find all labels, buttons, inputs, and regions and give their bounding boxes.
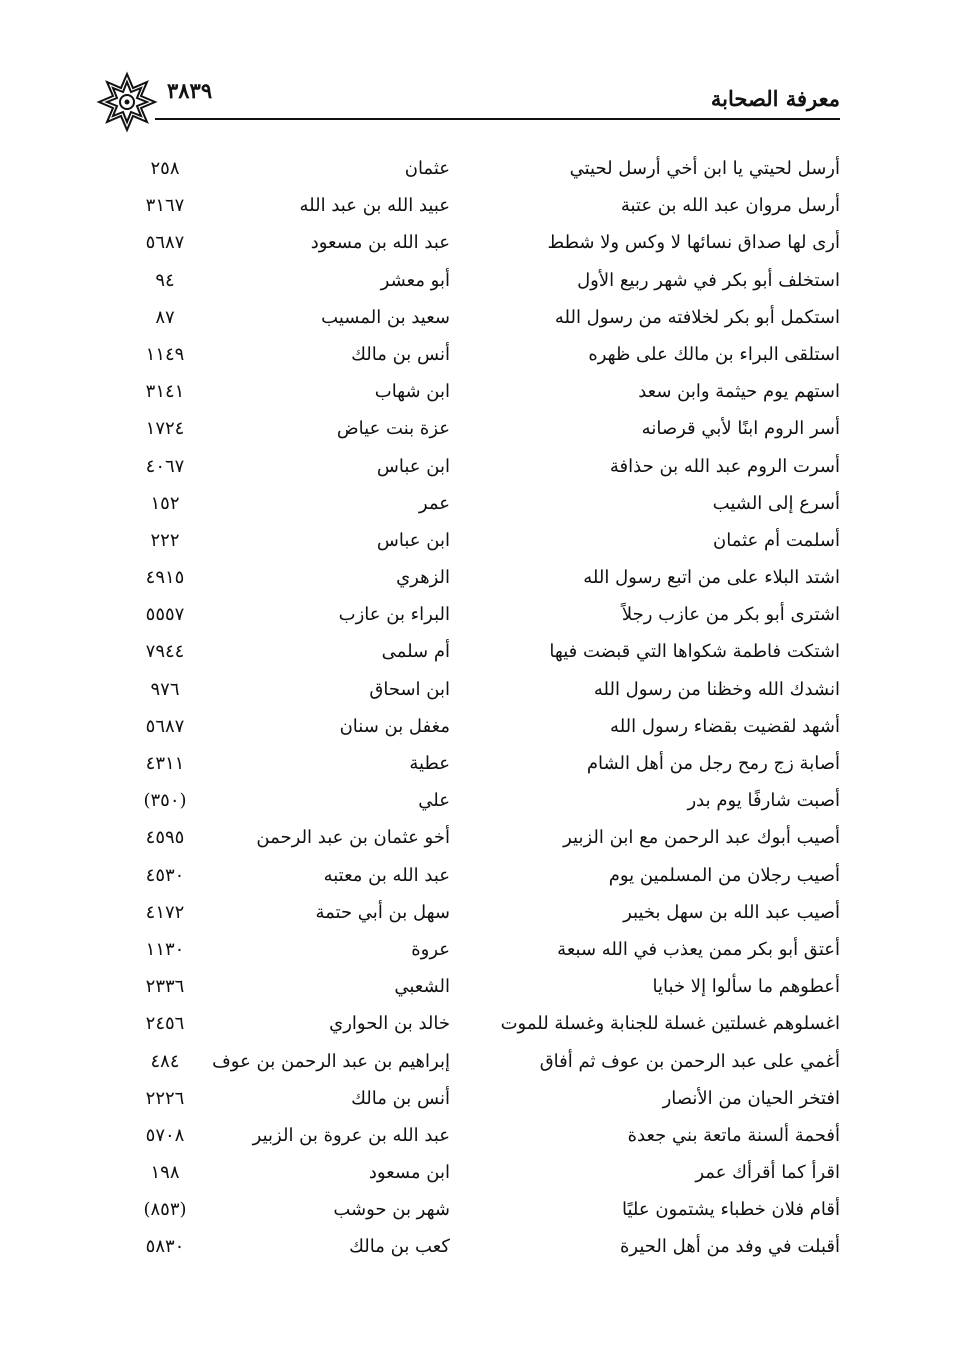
hadith-number: ٥٧٠٨ <box>145 1124 185 1146</box>
hadith-phrase: أشهد لقضيت بقضاء رسول الله <box>610 715 840 737</box>
hadith-number: ٤٨٤ <box>150 1050 180 1072</box>
index-row <box>120 448 840 485</box>
narrator-name: الشعبي <box>394 976 450 998</box>
hadith-phrase: اشترى أبو بكر من عازب رجلاً <box>621 604 840 626</box>
index-row <box>120 559 840 596</box>
narrator-name: سعيد بن المسيب <box>321 306 450 328</box>
hadith-phrase: اشتد البلاء على من اتبع رسول الله <box>583 567 840 589</box>
narrator-name: مغفل بن سنان <box>339 715 450 737</box>
hadith-number: ٤٠٦٧ <box>145 455 185 477</box>
hadith-number: ٤١٧٢ <box>145 901 185 923</box>
narrator-name: عبد الله بن عروة بن الزبير <box>252 1124 450 1146</box>
index-row <box>120 224 840 261</box>
page-title: معرفة الصحابة <box>710 86 840 111</box>
hadith-number: ٥٨٣٠ <box>145 1236 185 1258</box>
hadith-number: ٤٩١٥ <box>145 567 185 589</box>
hadith-phrase: افتخر الحيان من الأنصار <box>662 1087 840 1109</box>
hadith-number: ١١٣٠ <box>145 938 185 960</box>
narrator-name: أخو عثمان بن عبد الرحمن <box>256 827 450 849</box>
narrator-name: أبو معشر <box>380 269 450 291</box>
hadith-number: ٤٥٣٠ <box>145 864 185 886</box>
hadith-phrase: اقرأ كما أقرأك عمر <box>695 1162 840 1184</box>
index-row <box>120 410 840 447</box>
narrator-name: عبد الله بن معتبه <box>323 864 450 886</box>
hadith-phrase: أسرت الروم عبد الله بن حذافة <box>609 455 840 477</box>
index-row <box>120 708 840 745</box>
hadith-number: ٢٢٢٦ <box>145 1087 185 1109</box>
narrator-name: كعب بن مالك <box>349 1236 450 1258</box>
index-row <box>120 1005 840 1042</box>
hadith-number: ٩٧٦ <box>150 678 180 700</box>
narrator-name: علي <box>418 790 450 812</box>
hadith-phrase: أسر الروم ابنًا لأبي قرصانه <box>641 418 840 440</box>
narrator-name: عبد الله بن مسعود <box>310 232 450 254</box>
index-row <box>120 894 840 931</box>
narrator-name: الزهري <box>396 567 450 589</box>
hadith-number: ٧٩٤٤ <box>145 641 185 663</box>
narrator-name: البراء بن عازب <box>338 604 450 626</box>
hadith-number: (٣٥٠) <box>143 790 187 812</box>
index-row <box>120 857 840 894</box>
index-row <box>120 931 840 968</box>
index-table <box>120 150 840 1266</box>
index-row <box>120 819 840 856</box>
index-row <box>120 671 840 708</box>
hadith-number: ٣١٦٧ <box>145 195 185 217</box>
narrator-name: عثمان <box>404 158 450 179</box>
index-row <box>120 1080 840 1117</box>
hadith-number: ٨٧ <box>155 306 175 328</box>
hadith-phrase: أصبت شارفًا يوم بدر <box>687 790 840 812</box>
header-divider <box>155 118 840 120</box>
index-row <box>120 373 840 410</box>
index-row <box>120 968 840 1005</box>
hadith-number: (٨٥٣) <box>143 1199 187 1221</box>
hadith-phrase: أسرع إلى الشيب <box>712 492 840 514</box>
index-row <box>120 1228 840 1265</box>
index-row <box>120 633 840 670</box>
index-row <box>120 1043 840 1080</box>
narrator-name: عروة <box>411 938 450 960</box>
narrator-name: ابن عباس <box>376 529 450 551</box>
hadith-phrase: أرسل مروان عبد الله بن عتبة <box>620 195 840 217</box>
index-row <box>120 745 840 782</box>
hadith-phrase: أرسل لحيتي يا ابن أخي أرسل لحيتي <box>569 158 840 179</box>
hadith-number: ٢٢٢ <box>150 529 180 551</box>
hadith-number: ٤٥٩٥ <box>145 827 185 849</box>
hadith-number: ٢٤٥٦ <box>145 1013 185 1035</box>
index-row <box>120 782 840 819</box>
hadith-phrase: اغسلوهم غسلتين غسلة للجنابة وغسلة للموت <box>500 1013 840 1035</box>
page-header <box>95 72 840 120</box>
index-row <box>120 1154 840 1191</box>
hadith-phrase: استلقى البراء بن مالك على ظهره <box>588 343 840 365</box>
hadith-phrase: أعتق أبو بكر ممن يعذب في الله سبعة <box>557 938 840 960</box>
hadith-phrase: أفحمة ألسنة ماتعة بني جعدة <box>627 1124 840 1146</box>
index-row <box>120 336 840 373</box>
narrator-name: خالد بن الحواري <box>329 1013 450 1035</box>
hadith-phrase: أرى لها صداق نسائها لا وكس ولا شطط <box>547 232 840 254</box>
narrator-name: إبراهيم بن عبد الرحمن بن عوف <box>212 1050 450 1072</box>
hadith-phrase: اشتكت فاطمة شكواها التي قبضت فيها <box>549 641 840 663</box>
narrator-name: عطية <box>409 753 450 774</box>
narrator-name: أم سلمى <box>381 641 450 663</box>
star-ornament-icon <box>95 70 159 134</box>
hadith-number: ٥٦٨٧ <box>145 715 185 737</box>
hadith-phrase: استهم يوم حيثمة وابن سعد <box>638 381 840 403</box>
narrator-name: أنس بن مالك <box>351 1087 450 1109</box>
hadith-phrase: أقام فلان خطباء يشتمون عليًا <box>622 1199 840 1221</box>
hadith-number: ٥٥٥٧ <box>145 604 185 626</box>
hadith-number: ٥٦٨٧ <box>145 232 185 254</box>
narrator-name: أنس بن مالك <box>351 343 450 365</box>
hadith-number: ١١٤٩ <box>145 343 185 365</box>
index-row <box>120 596 840 633</box>
hadith-number: ٢٥٨ <box>150 158 180 179</box>
narrator-name: ابن مسعود <box>368 1162 450 1184</box>
narrator-name: ابن اسحاق <box>369 678 450 700</box>
hadith-number: ١٩٨ <box>150 1162 180 1184</box>
hadith-phrase: أصيب رجلان من المسلمين يوم <box>608 864 840 886</box>
index-row <box>120 150 840 187</box>
hadith-number: ٩٤ <box>155 269 175 291</box>
hadith-phrase: أسلمت أم عثمان <box>713 529 840 551</box>
index-row <box>120 1191 840 1228</box>
narrator-name: عمر <box>418 492 450 514</box>
hadith-phrase: استكمل أبو بكر لخلافته من رسول الله <box>554 306 840 328</box>
index-row <box>120 262 840 299</box>
index-row <box>120 187 840 224</box>
hadith-number: ١٥٢ <box>150 492 180 514</box>
index-row <box>120 485 840 522</box>
narrator-name: شهر بن حوشب <box>333 1199 450 1221</box>
hadith-number: ١٧٢٤ <box>145 418 185 440</box>
narrator-name: سهل بن أبي حتمة <box>315 901 450 923</box>
narrator-name: ابن عباس <box>376 455 450 477</box>
hadith-number: ٢٣٣٦ <box>145 976 185 998</box>
narrator-name: عزة بنت عياض <box>336 418 450 440</box>
hadith-phrase: انشدك الله وخظنا من رسول الله <box>593 678 840 700</box>
index-row <box>120 1117 840 1154</box>
index-row <box>120 522 840 559</box>
hadith-phrase: أقبلت في وفد من أهل الحيرة <box>620 1236 840 1258</box>
hadith-phrase: أعطوهم ما سألوا إلا خبايا <box>652 976 840 998</box>
hadith-number: ٣١٤١ <box>145 381 185 403</box>
narrator-name: ابن شهاب <box>374 381 450 403</box>
hadith-phrase: أغمي على عبد الرحمن بن عوف ثم أفاق <box>539 1050 840 1072</box>
index-row <box>120 299 840 336</box>
hadith-phrase: أصيب عبد الله بن سهل بخيبر <box>623 901 840 923</box>
hadith-phrase: أصابة زج رمح رجل من أهل الشام <box>586 753 840 774</box>
hadith-number: ٤٣١١ <box>145 753 185 774</box>
hadith-phrase: استخلف أبو بكر في شهر ربيع الأول <box>577 269 840 291</box>
hadith-phrase: أصيب أبوك عبد الرحمن مع ابن الزبير <box>563 827 840 849</box>
page-number: ٣٨٣٩ <box>167 78 213 103</box>
narrator-name: عبيد الله بن عبد الله <box>299 195 450 217</box>
